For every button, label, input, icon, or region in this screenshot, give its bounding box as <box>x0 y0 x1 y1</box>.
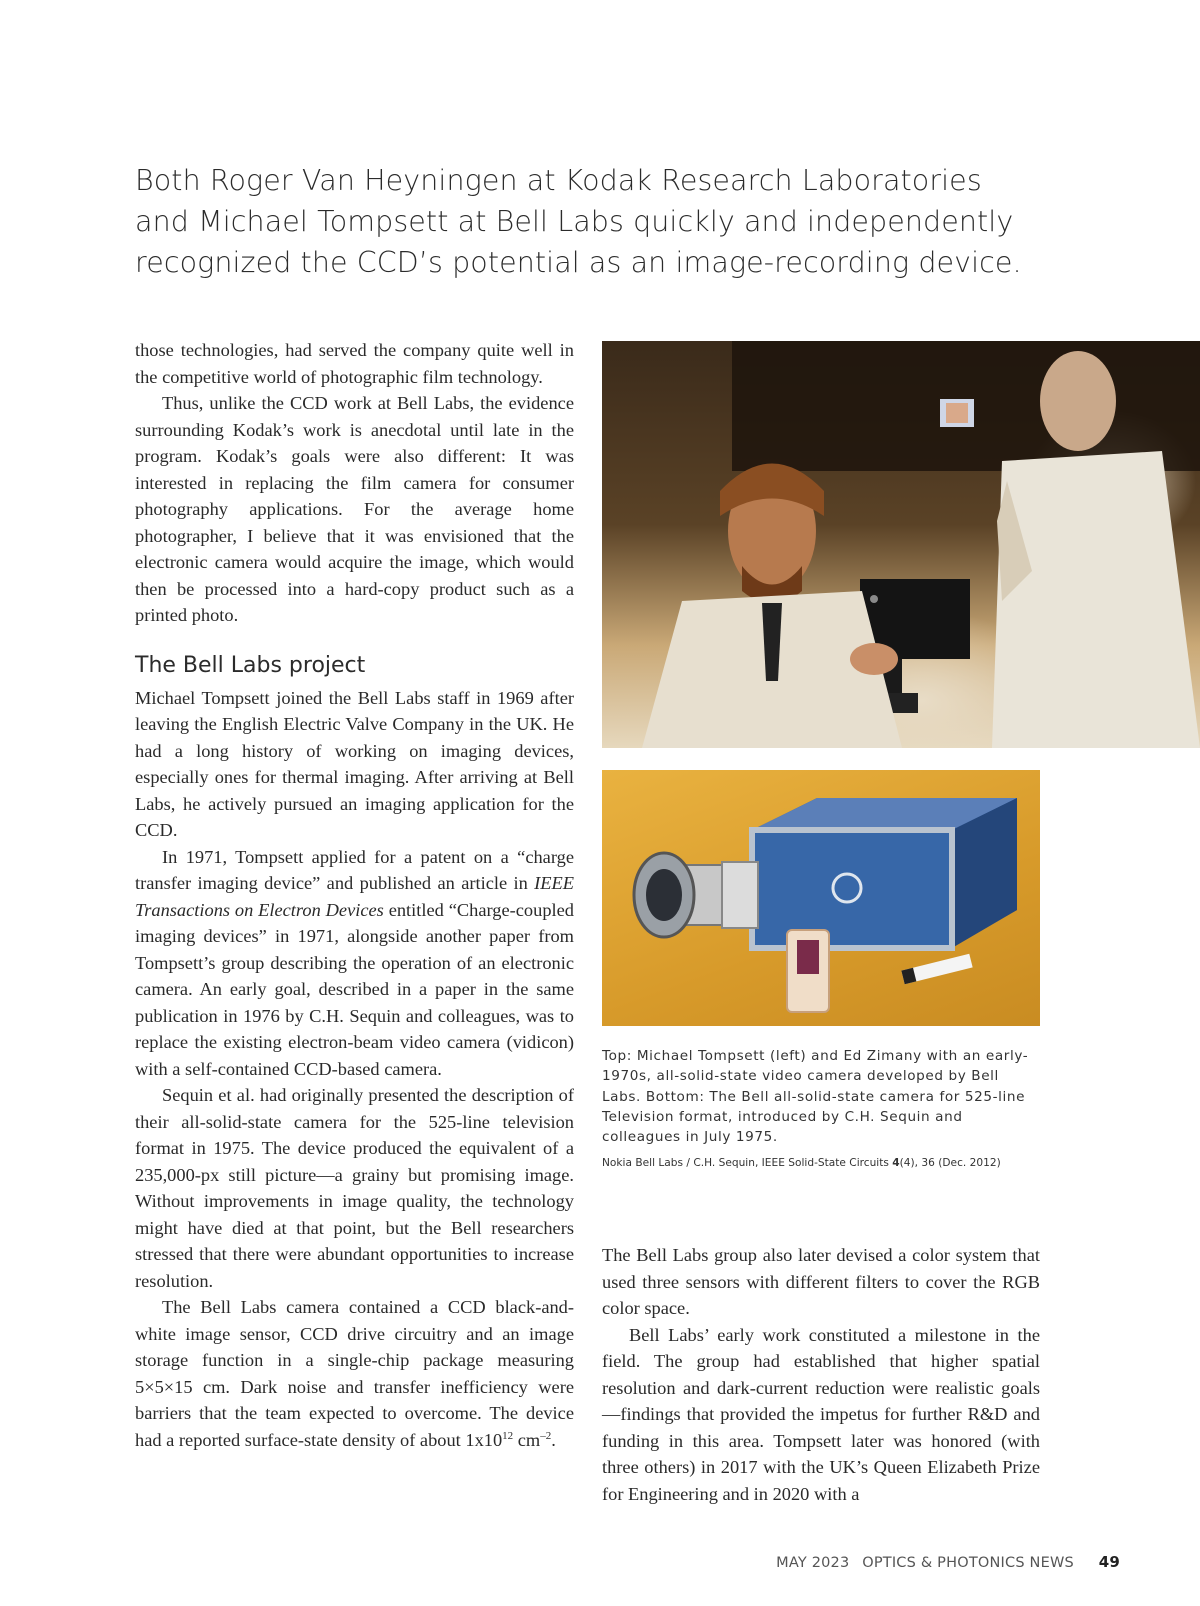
credit-text: (4), 36 (Dec. 2012) <box>899 1157 1001 1169</box>
photo-bottom-illustration <box>602 770 1040 1026</box>
pull-quote <box>135 160 1035 283</box>
body-paragraph: The Bell Labs group also later devised a color system that used three sensors with different filters to cover the RGB color space. <box>602 1245 1040 1318</box>
journal-title: IEEE Transactions on Electron Devices <box>135 873 574 920</box>
body-paragraph: Thus, unlike the CCD work at Bell Labs, the evidence surrounding Kodak’s work is anecdotal until late in the program. Kodak’s goals were also different: It was interested in replacing the film camera for consumer photography applications. For the average home photographer, I believe that it was envisioned that the electronic camera would acquire the image, which would then be processed into a hard-copy product such as a printed photo. <box>135 393 574 625</box>
text-run: . <box>551 1429 556 1450</box>
pull-quote-line: Both Roger Van Heyningen at Kodak Research Laboratories <box>135 164 982 197</box>
credit-volume: 4 <box>892 1157 900 1169</box>
credit-text: Nokia Bell Labs / C.H. Sequin, IEEE Solid-State Circuits <box>602 1157 893 1169</box>
text-run: entitled “Charge-coupled imaging devices” in 1971, alongside another paper from Tompsett’s group describing the operation of an electronic camera. An early goal, described in a paper in the same publication in 1976 by C.H. Sequin and colleagues, was to replace the existing electron-beam video camera (vidicon) with a self-contained CCD-based camera. <box>135 899 574 1079</box>
body-paragraph: Bell Labs’ early work constituted a milestone in the field. The group had established that higher spatial resolution and dark-current reduction were realistic goals—findings that provided the impetus for further R&D and funding in this area. Tompsett later was honored (with three others) in 2017 with the UK’s Queen Elizabeth Prize for Engineering and in 2020 with a <box>602 1324 1040 1504</box>
body-paragraph <box>135 844 574 1083</box>
pull-quote-line: recognized the CCD’s potential as an image-recording device. <box>135 246 1022 279</box>
body-paragraph: those technologies, had served the company quite well in the competitive world of photographic film technology. <box>135 340 574 387</box>
pull-quote-line: and Michael Tompsett at Bell Labs quickly and independently <box>135 205 1014 238</box>
figure-caption: Top: Michael Tompsett (left) and Ed Zimany with an early-1970s, all-solid-state video camera developed by Bell Labs. Bottom: The Bell all-solid-state camera for 525-line Television format, introduced by C.H. Sequin and colleagues in July 1975. <box>602 1048 1029 1146</box>
footer-issue: MAY 2023 <box>776 1555 850 1571</box>
photo-top-illustration <box>602 341 1200 748</box>
body-paragraph: Michael Tompsett joined the Bell Labs staff in 1969 after leaving the English Electric Valve Company in the UK. He had a long history of working on imaging devices, especially ones for thermal imaging. After arriving at Bell Labs, he actively pursued an imaging application for the CCD. <box>135 687 574 840</box>
footer-magazine: OPTICS & PHOTONICS NEWS <box>862 1555 1074 1571</box>
photo-bottom <box>602 770 1040 1026</box>
photo-top <box>602 341 1200 748</box>
body-paragraph <box>135 1294 574 1453</box>
section-heading: The Bell Labs project <box>135 652 366 678</box>
left-column <box>135 337 574 1453</box>
exponent: 12 <box>502 1429 514 1442</box>
exponent: –2 <box>540 1429 552 1442</box>
body-paragraph: Sequin et al. had originally presented the description of their all-solid-state camera for the 525-line television format in 1975. The device produced the equivalent of a 235,000-px still picture—a grainy but promising image. Without improvements in image quality, the technology might have died at that point, but the Bell researchers stressed that there were abundant opportunities to increase resolution. <box>135 1085 574 1291</box>
page-footer <box>776 1553 1120 1571</box>
page-number: 49 <box>1098 1553 1120 1571</box>
right-column <box>602 1242 1040 1507</box>
photo-credit <box>602 1156 1042 1170</box>
text-run: The Bell Labs camera contained a CCD black-and-white image sensor, CCD drive circuitry and an image storage function in a single-chip package measuring 5×5×15 cm. Dark noise and transfer inefficiency were barriers that the team expected to overcome. The device had a reported surface-state density of about 1x10 <box>135 1297 574 1450</box>
text-run: cm <box>513 1429 541 1450</box>
text-run: In 1971, Tompsett applied for a patent on a “charge transfer imaging device” and published an article in <box>135 846 574 893</box>
